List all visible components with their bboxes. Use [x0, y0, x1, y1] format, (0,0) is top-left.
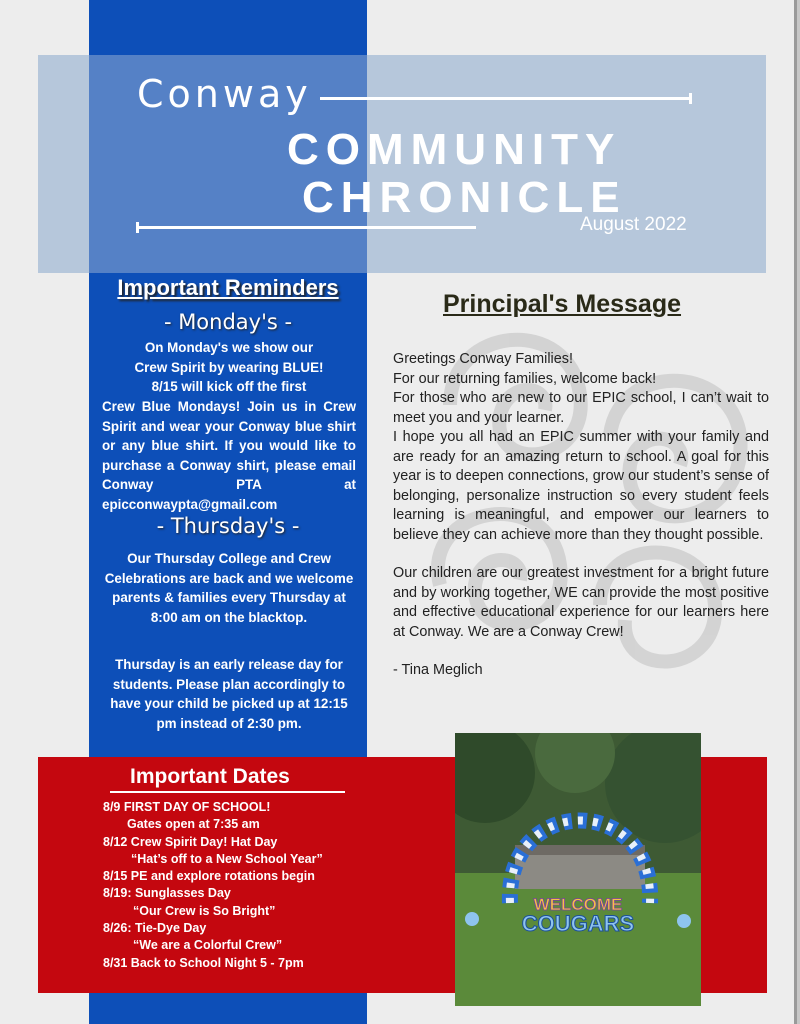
dates-title-underline [110, 791, 345, 793]
monday-line: Crew Spirit by wearing BLUE! [134, 359, 324, 375]
date-item: 8/12 Crew Spirit Day! Hat Day [103, 834, 278, 849]
date-item: 8/31 Back to School Night 5 - 7pm [103, 955, 304, 970]
date-item: “We are a Colorful Crew” [133, 938, 283, 953]
monday-line: 8/15 will kick off the first [151, 379, 307, 395]
masthead-chronicle: CHRONICLE [302, 173, 627, 222]
sign-welcome: WELCOME [533, 895, 623, 914]
principal-greeting: Greetings Conway Families! [393, 351, 573, 367]
masthead-rule-bottom [136, 226, 476, 229]
principal-signature: - Tina Meglich [393, 662, 483, 678]
thursday-paragraph-2: Thursday is an early release day for students. Please plan accordingly to have your child be picked up at 12:15 pm instead of 2:30 pm. [110, 657, 348, 731]
principal-paragraph-2: I hope you all had an EPIC summer with your family and are ready for an amazing return to school. A goal for this year is to deepen connections, grow our student’s sense of belonging, personalize instruction so every student feels learning is meaningful, and empower our learners to believe they can achieve more than they thought possible. [393, 429, 769, 543]
date-item: 8/15 PE and explore rotations begin [103, 869, 315, 884]
welcome-cougars-photo [455, 733, 701, 1006]
sign-cougars: COUGARS [521, 911, 635, 936]
date-item: Gates open at 7:35 am [127, 817, 260, 832]
principal-message [393, 350, 769, 681]
date-item: 8/26: Tie-Dye Day [103, 921, 207, 936]
date-item: “Hat’s off to a New School Year” [131, 851, 323, 866]
monday-heading: - Monday's - [163, 310, 293, 334]
principal-paragraph-3: Our children are our greatest investment for a bright future and by working together, WE can provide the most positive and effective educational experience for our learners here at Conway. We are a Conway Crew! [393, 565, 769, 640]
monday-intro [102, 338, 356, 397]
monday-line: On Monday's we show our [144, 340, 314, 355]
principal-paragraph-1: For those who are new to our EPIC school, I can’t wait to meet you and your learner. [393, 390, 769, 426]
principal-line: For our returning families, welcome back! [393, 370, 657, 387]
thursday-paragraph-1: Our Thursday College and Crew Celebrations are back and we welcome parents & families every Thursday at 8:00 am on the blacktop. [104, 551, 354, 625]
date-item: 8/9 FIRST DAY OF SCHOOL! [103, 800, 271, 814]
thursday-heading: - Thursday's - [156, 514, 300, 538]
dates-title: Important Dates [130, 765, 290, 788]
date-item: 8/19: Sunglasses Day [103, 886, 231, 901]
date-item: “Our Crew is So Bright” [133, 903, 276, 918]
masthead-conway: Conway [137, 72, 312, 116]
reminders-title: Important Reminders [117, 275, 339, 300]
monday-paragraph: Crew Blue Mondays! Join us in Crew Spirit and wear your Conway blue shirt or any blue shirt. If you would like to purchase a Conway shirt, please email Conway PTA at epicconwaypta@gmail.com [102, 399, 356, 512]
masthead-rule-top [320, 97, 692, 100]
principal-title: Principal's Message [443, 290, 682, 318]
masthead-community: COMMUNITY [287, 125, 622, 174]
dates-list [103, 799, 433, 972]
issue-date: August 2022 [580, 214, 687, 235]
